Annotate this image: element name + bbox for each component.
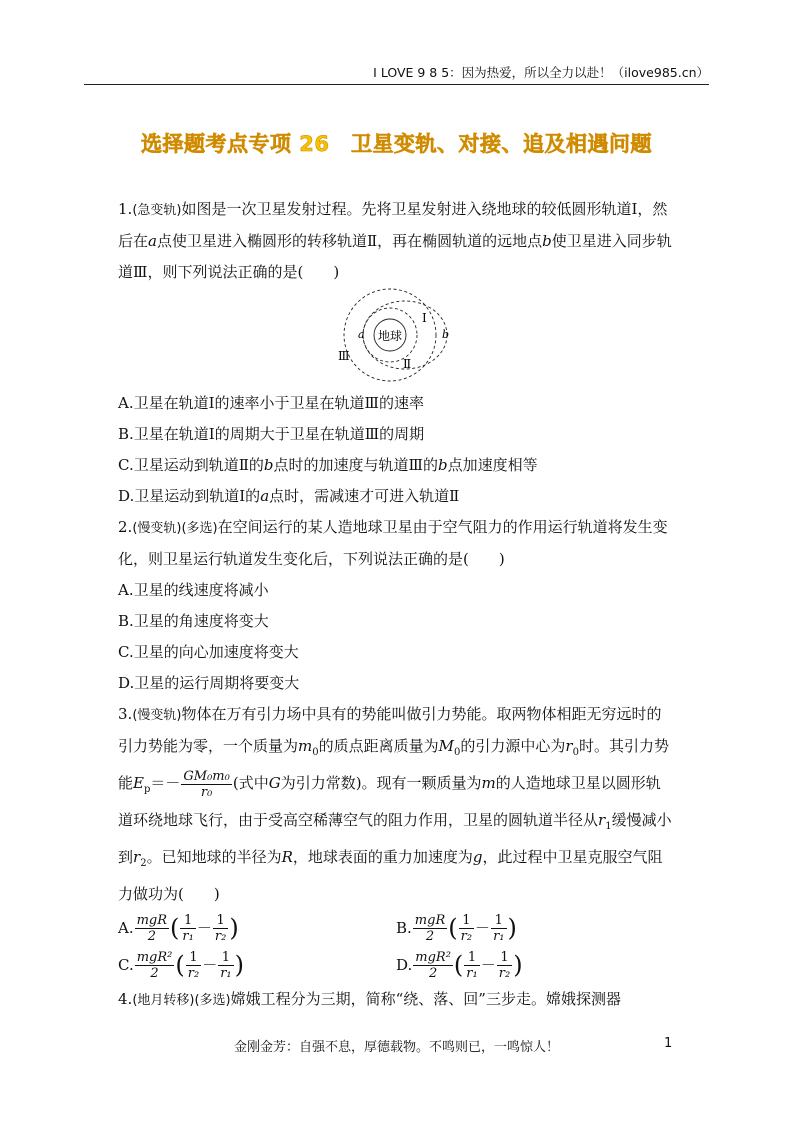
question-number: 2. xyxy=(118,518,133,536)
q2-option-c: C.卫星的向心加速度将变大 xyxy=(118,643,299,661)
label-orbit3: Ⅲ xyxy=(338,349,350,363)
question-tag: (慢变轨) xyxy=(132,708,182,723)
q2-option-d: D.卫星的运行周期将要变大 xyxy=(118,674,300,692)
question-tag: (地月转移)(多选) xyxy=(132,993,231,1008)
page-header: I LOVE 9 8 5：因为热爱，所以全力以赴！（ilove985.cn） xyxy=(84,62,709,85)
q3-option-b: B. $\frac{\text{mgR}}{2}$ ( $\frac{1}{\text{r₂}}$ － $\frac{1}{\text{r₁}}$ ) xyxy=(396,913,517,944)
q1-option-c: C.卫星运动到轨道Ⅱ的b点时的加速度与轨道Ⅲ的b点加速度相等 xyxy=(118,456,538,474)
potential-energy-fraction: $\frac{\text{GM₀m₀}}{\text{r₀}}$ xyxy=(183,768,230,800)
q3-options-row-2 xyxy=(118,947,674,984)
label-orbit1: Ⅰ xyxy=(422,311,427,325)
question-tag: (慢变轨)(多选) xyxy=(132,521,218,536)
q2-option-a: A.卫星的线速度将减小 xyxy=(118,581,269,599)
q3-option-d: D. $\frac{\text{mgR²}}{2}$ ( $\frac{1}{\text{r₁}}$ － $\frac{1}{\text{r₂}}$ ) xyxy=(396,950,523,981)
page-number: 1 xyxy=(664,1036,673,1051)
document-body xyxy=(118,194,674,1016)
point-b: b xyxy=(442,328,450,341)
q1-option-d: D.卫星运动到轨道Ⅰ的a点时，需减速才可进入轨道Ⅱ xyxy=(118,487,460,505)
question-number: 3. xyxy=(118,705,133,723)
question-1-stem: 1.(急变轨)如图是一次卫星发射过程。先将卫星发射进入绕地球的较低圆形轨道Ⅰ，然后在a点使卫星进入椭圆形的转移轨道Ⅱ，再在椭圆轨道的远地点b使卫星进入同步轨道Ⅲ，则下列说法正确的是( ) xyxy=(118,200,672,281)
question-tag: (急变轨) xyxy=(132,203,182,218)
q1-option-b: B.卫星在轨道Ⅰ的周期大于卫星在轨道Ⅲ的周期 xyxy=(118,425,425,443)
page-footer: 金刚金芳：自强不息，厚德载物。不鸣则已，一鸣惊人！ xyxy=(233,1040,559,1055)
q1-option-a: A.卫星在轨道Ⅰ的速率小于卫星在轨道Ⅲ的速率 xyxy=(118,394,424,412)
question-2-stem: 2.(慢变轨)(多选)在空间运行的某人造地球卫星由于空气阻力的作用运行轨道将发生变化，则卫星运行轨道发生变化后，下列说法正确的是( ) xyxy=(118,518,668,568)
label-orbit2: Ⅱ xyxy=(403,357,412,371)
question-number: 1. xyxy=(118,200,133,218)
q3-option-a: A. $\frac{\text{mgR}}{2}$ ( $\frac{1}{\text{r₁}}$ － $\frac{1}{\text{r₂}}$ ) xyxy=(118,913,239,944)
q3-options-row-1 xyxy=(118,910,674,947)
question-4-stem: 4.(地月转移)(多选)嫦娥工程分为三期，简称“绕、落、回”三步走。嫦娥探测器 xyxy=(118,990,621,1008)
page-title: 选择题考点专项 26 卫星变轨、对接、追及相遇问题 xyxy=(140,132,653,156)
question-number: 4. xyxy=(118,990,133,1008)
earth-label: 地球 xyxy=(377,329,403,343)
orbit-diagram xyxy=(118,288,674,388)
q2-option-b: B.卫星的角速度将变大 xyxy=(118,612,269,630)
point-a: a xyxy=(358,328,365,341)
q3-option-c: C. $\frac{\text{mgR²}}{2}$ ( $\frac{1}{\text{r₂}}$ － $\frac{1}{\text{r₁}}$ ) xyxy=(118,950,245,981)
question-3-stem: 3.(慢变轨)物体在万有引力场中具有的势能叫做引力势能。取两物体相距无穷远时的引力势能为零，一个质量为$m_0$的质点距离质量为$M_0$的引力源中心为$r_0$时。其引力势能$E_p=-$ $\frac{\text{GM₀m₀}}{\text{r₀}}$ (式中G为引力常数)。现有一颗质量为m的人造地球卫星以圆形轨道环绕地球飞行，由于受高空稀薄空气的阻力作用，卫星的圆轨道半径从$r_1$缓慢减小到$r_2$。已知地球的半径为R，地球表面的重力加速度为g，此过程中卫星克服空气阻力做功为( ) xyxy=(118,705,672,903)
